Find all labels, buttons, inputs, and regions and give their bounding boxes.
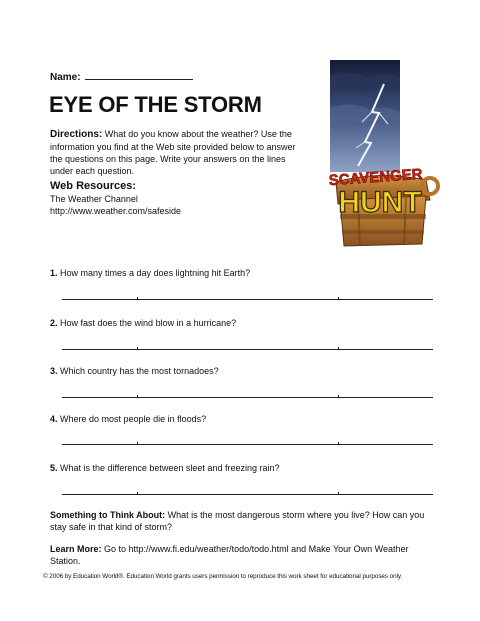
logo-scavenger-text: SCAVENGER	[328, 165, 424, 190]
page-title: EYE OF THE STORM	[49, 92, 262, 117]
web-resource-site-name: The Weather Channel	[50, 194, 138, 204]
question-4: 4. Where do most people die in floods?	[50, 414, 207, 424]
answer-line-5[interactable]	[62, 494, 433, 495]
answer-line-2[interactable]	[62, 349, 433, 350]
learn-more	[50, 543, 440, 567]
question-5: 5. What is the difference between sleet and freezing rain?	[50, 463, 280, 473]
name-label: Name:	[50, 72, 81, 83]
web-resources	[50, 180, 181, 217]
answer-line-3[interactable]	[62, 397, 433, 398]
copyright-footer: © 2006 by Education World®. Education World grants users permission to reproduce this work sheet for educational purposes only.	[43, 573, 403, 580]
name-blank-line[interactable]	[85, 70, 193, 80]
directions-label: Directions:	[50, 129, 103, 140]
question-1: 1. How many times a day does lightning hit Earth?	[50, 268, 251, 278]
think-label: Something to Think About:	[50, 510, 166, 520]
directions-text: What do you know about the weather? Use the information you find at the Web site provided below to answer the questions on this page. Write your answers on the lines under each question.	[50, 129, 296, 176]
question-3: 3. Which country has the most tornadoes?	[50, 366, 219, 376]
scavenger-hunt-logo	[318, 58, 440, 248]
logo-hunt-text: HUNT	[338, 186, 422, 219]
learn-more-text: Go to http://www.fi.edu/weather/todo/todo.html and Make Your Own Weather Station.	[50, 544, 409, 566]
web-resources-heading: Web Resources:	[50, 180, 136, 192]
answer-line-1[interactable]	[62, 299, 433, 300]
question-2: 2. How fast does the wind blow in a hurricane?	[50, 318, 237, 328]
directions	[50, 128, 300, 177]
scavenger-hunt-logo-graphic	[318, 58, 440, 248]
think-text: What is the most dangerous storm where you live? How can you stay safe in that kind of storm?	[50, 510, 425, 532]
name-field[interactable]	[50, 70, 193, 83]
web-resource-url[interactable]: http://www.weather.com/safeside	[50, 206, 182, 216]
answer-line-4[interactable]	[62, 444, 433, 445]
something-to-think-about	[50, 509, 440, 533]
learn-more-label: Learn More:	[50, 544, 102, 554]
